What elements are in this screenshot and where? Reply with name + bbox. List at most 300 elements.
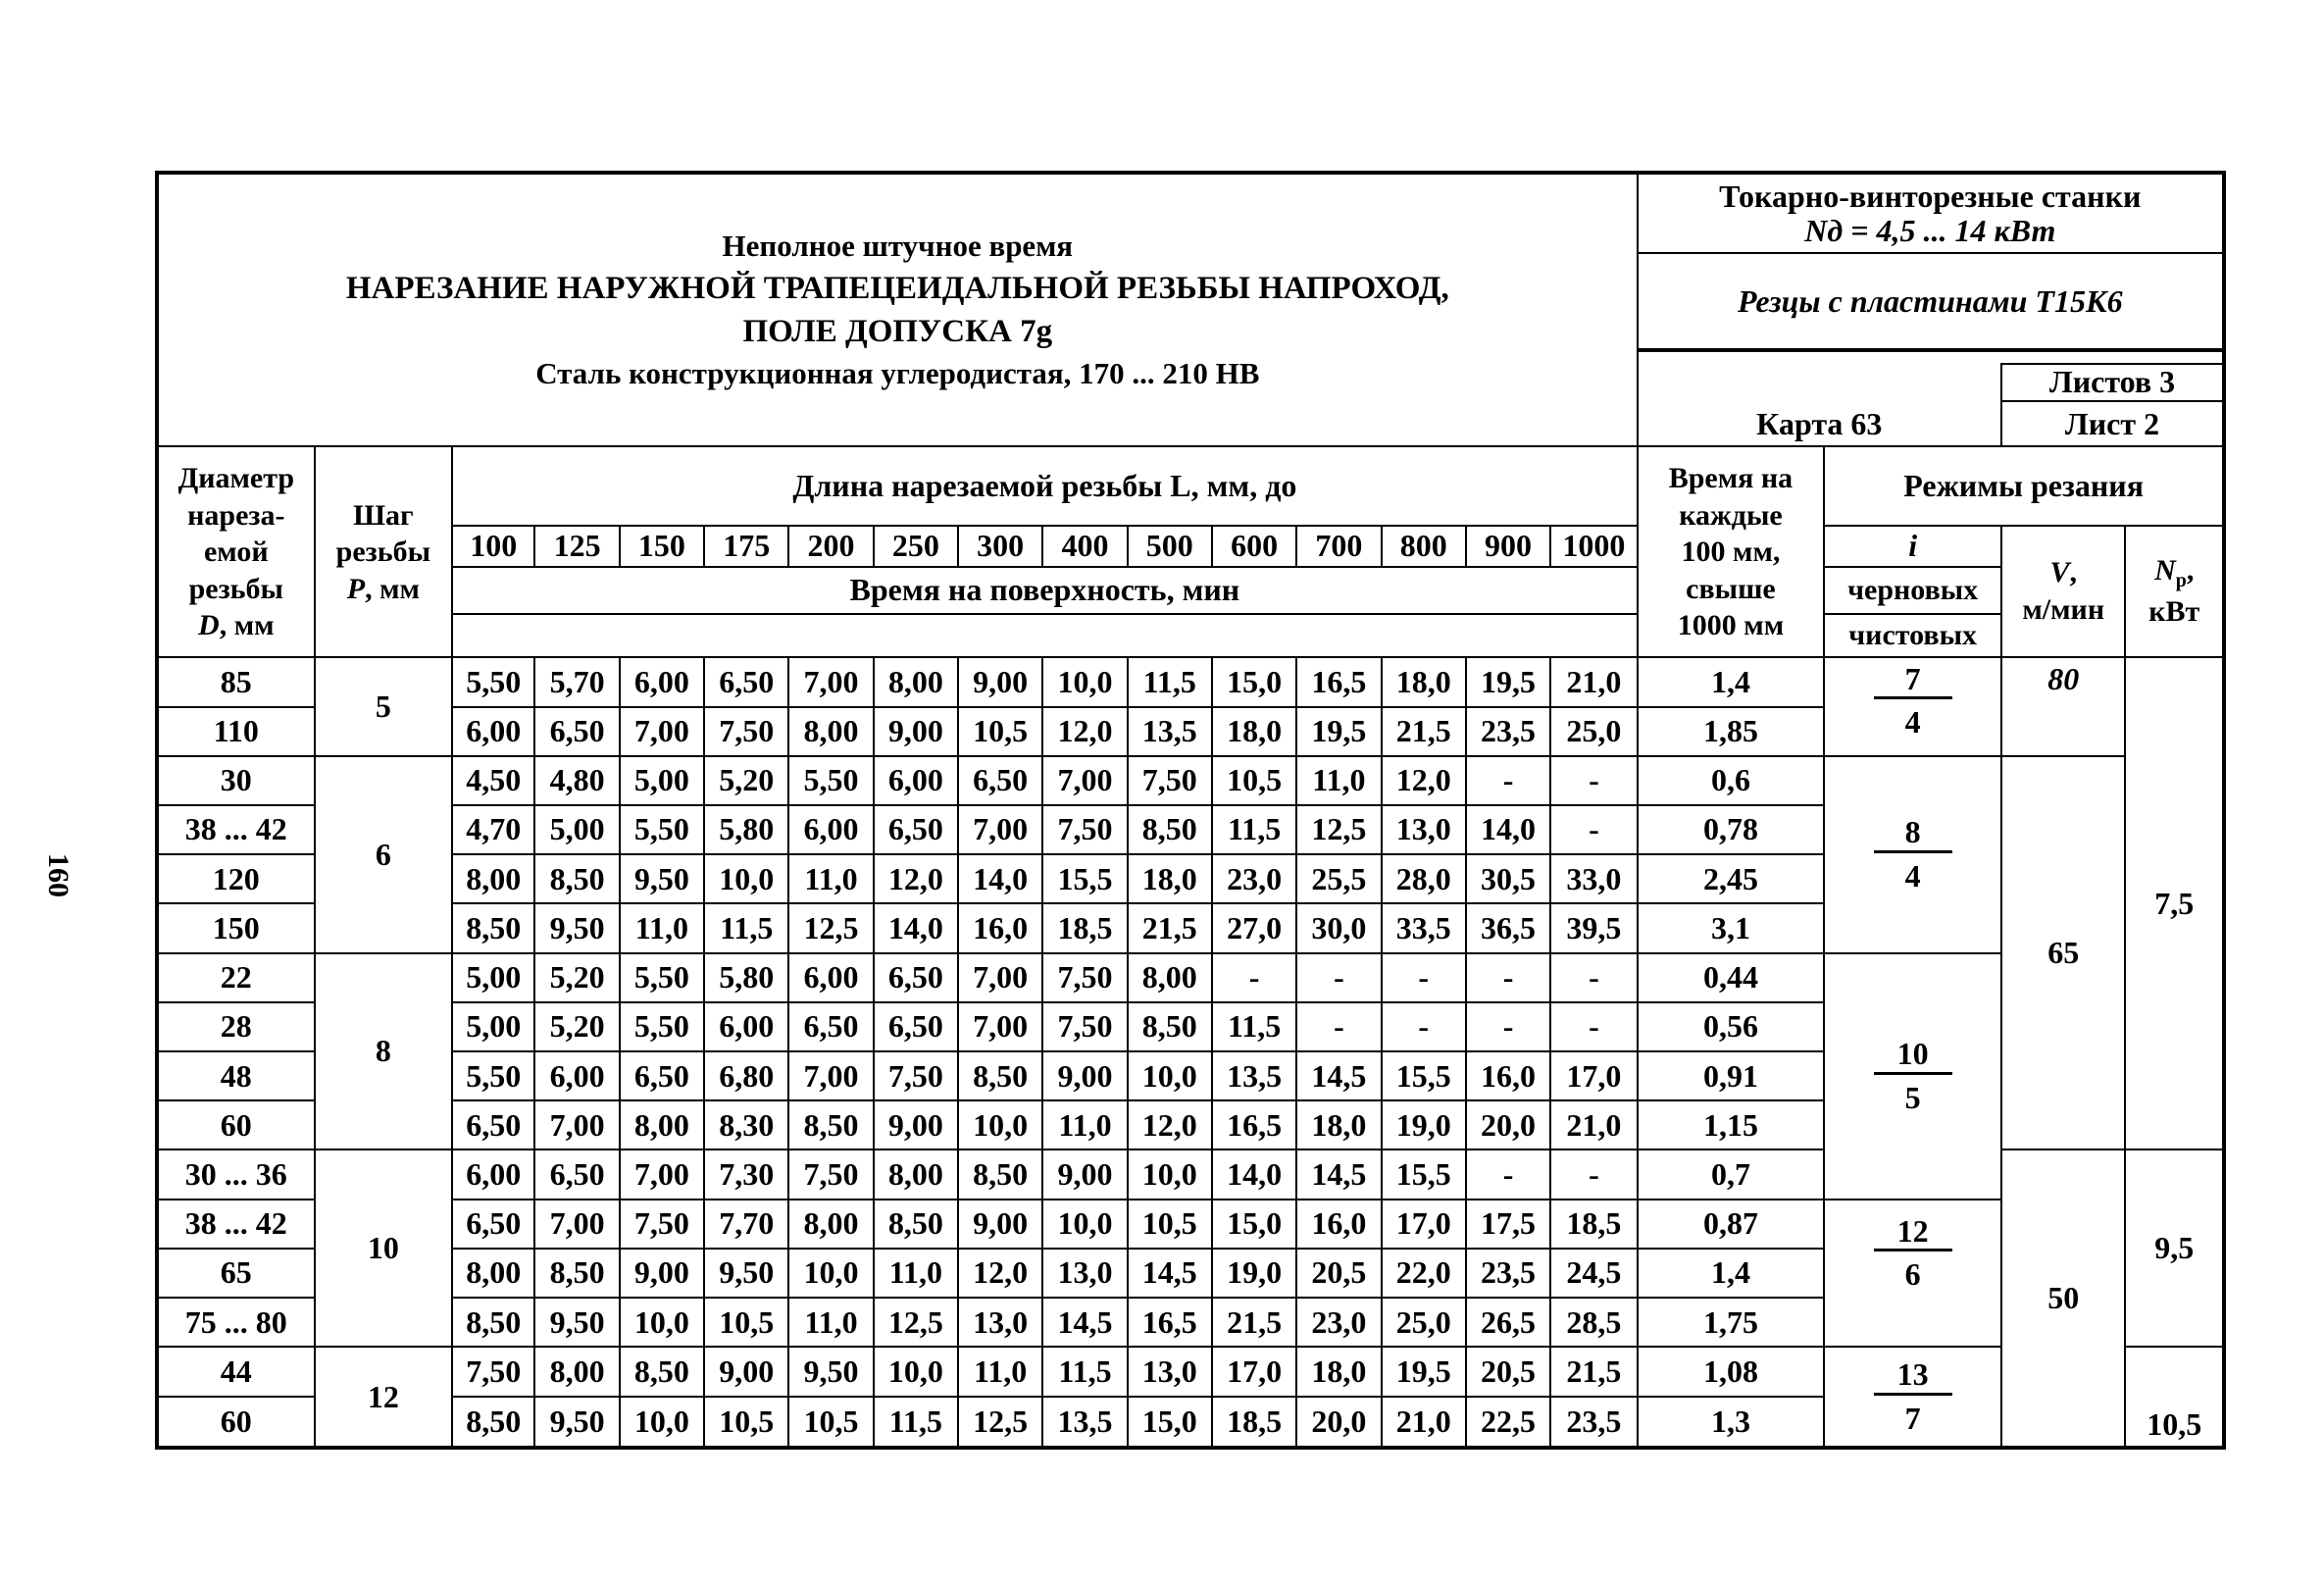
- table-row: [157, 657, 2224, 706]
- time-cell: 12,0: [1042, 707, 1127, 756]
- time-cell: 14,0: [958, 854, 1042, 903]
- time-cell: 6,50: [788, 1002, 873, 1051]
- time-cell: 6,50: [534, 1149, 619, 1199]
- time-cell: 14,5: [1042, 1298, 1127, 1347]
- time-cell: 18,0: [1382, 657, 1466, 706]
- title-line-1: Неполное штучное время: [722, 228, 1074, 263]
- time-cell: 17,5: [1466, 1200, 1550, 1249]
- time-cell: 10,0: [1042, 657, 1127, 706]
- time-cell: 12,5: [958, 1397, 1042, 1448]
- pitch-cell: 12: [315, 1347, 453, 1448]
- time-per-100-cell: 1,4: [1638, 657, 1825, 706]
- time-cell: 4,70: [452, 805, 534, 854]
- rough-passes: 10: [1874, 1037, 1952, 1074]
- time-cell: 8,50: [874, 1200, 958, 1249]
- length-col-header: 150: [620, 526, 704, 567]
- time-cell: 11,0: [874, 1249, 958, 1298]
- time-cell: 7,00: [958, 805, 1042, 854]
- time-cell: 22,0: [1382, 1249, 1466, 1298]
- time-cell: 19,5: [1466, 657, 1550, 706]
- time-cell: 12,0: [958, 1249, 1042, 1298]
- time-cell: 8,50: [1128, 805, 1212, 854]
- time-cell: 10,0: [704, 854, 788, 903]
- time-cell: 10,0: [1128, 1051, 1212, 1100]
- time-cell: 7,30: [704, 1149, 788, 1199]
- time-cell: 20,5: [1466, 1347, 1550, 1396]
- time-cell: -: [1466, 1149, 1550, 1199]
- time-cell: 23,0: [1296, 1298, 1381, 1347]
- time-cell: 9,00: [958, 1200, 1042, 1249]
- time-cell: 8,00: [534, 1347, 619, 1396]
- time-cell: 10,0: [620, 1397, 704, 1448]
- time-cell: 9,00: [874, 707, 958, 756]
- time-cell: 11,5: [1128, 657, 1212, 706]
- time-cell: 10,0: [1042, 1200, 1127, 1249]
- time-cell: 7,50: [874, 1051, 958, 1100]
- time-cell: 5,50: [452, 1051, 534, 1100]
- time-cell: 21,0: [1382, 1397, 1466, 1448]
- time-cell: 5,70: [534, 657, 619, 706]
- finish-passes: 6: [1904, 1255, 1921, 1292]
- time-cell: 8,50: [534, 854, 619, 903]
- time-cell: -: [1382, 953, 1466, 1002]
- diameter-cell: 85: [157, 657, 315, 706]
- time-cell: 7,50: [1128, 756, 1212, 805]
- diameter-cell: 44: [157, 1347, 315, 1396]
- cutters-cell: Резцы с пластинами Т15К6: [1638, 253, 2224, 349]
- speed-cell: 80: [2001, 657, 2125, 755]
- np-header: $N_р$, кВт: [2125, 526, 2224, 658]
- speed-cell: 65: [2001, 756, 2125, 1150]
- pitch-cell: 6: [315, 756, 453, 953]
- time-per-100-cell: 0,7: [1638, 1149, 1825, 1199]
- i-header: i: [1824, 526, 2001, 567]
- time-cell: 6,00: [452, 1149, 534, 1199]
- time-cell: 27,0: [1212, 903, 1296, 952]
- length-col-header: 1000: [1550, 526, 1637, 567]
- time-cell: 9,00: [958, 657, 1042, 706]
- length-title: Длина нарезаемой резьбы L, мм, до: [452, 446, 1638, 525]
- time-cell: -: [1382, 1002, 1466, 1051]
- time-cell: 11,5: [1212, 805, 1296, 854]
- rough-header: черновых: [1824, 567, 2001, 614]
- time-cell: 23,5: [1466, 707, 1550, 756]
- time-cell: 16,0: [1296, 1200, 1381, 1249]
- time-cell: 36,5: [1466, 903, 1550, 952]
- time-cell: 5,00: [534, 805, 619, 854]
- sheet-number: Лист 2: [2001, 401, 2224, 446]
- diameter-cell: 60: [157, 1397, 315, 1448]
- time-cell: 12,0: [1128, 1100, 1212, 1149]
- time-cell: 30,0: [1296, 903, 1381, 952]
- time-cell: -: [1550, 1002, 1637, 1051]
- time-cell: 5,80: [704, 805, 788, 854]
- modes-header: Режимы резания: [1824, 446, 2224, 525]
- time-cell: 22,5: [1466, 1397, 1550, 1448]
- time-cell: 12,0: [874, 854, 958, 903]
- time-cell: 8,00: [452, 854, 534, 903]
- time-cell: 7,00: [788, 1051, 873, 1100]
- time-cell: -: [1212, 953, 1296, 1002]
- rough-passes: 8: [1874, 815, 1952, 852]
- diameter-cell: 28: [157, 1002, 315, 1051]
- time-cell: 6,00: [874, 756, 958, 805]
- pitch-cell: 8: [315, 953, 453, 1150]
- time-cell: 18,0: [1212, 707, 1296, 756]
- time-cell: 33,5: [1382, 903, 1466, 952]
- time-cell: 12,5: [788, 903, 873, 952]
- time-cell: 16,5: [1212, 1100, 1296, 1149]
- time-cell: 13,0: [1128, 1347, 1212, 1396]
- time-cell: 23,5: [1466, 1249, 1550, 1298]
- time-cell: 21,5: [1212, 1298, 1296, 1347]
- time-cell: 8,00: [1128, 953, 1212, 1002]
- time-per-100-cell: 1,3: [1638, 1397, 1825, 1448]
- time-cell: 25,5: [1296, 854, 1381, 903]
- time-cell: 21,5: [1128, 903, 1212, 952]
- time-cell: 10,0: [620, 1298, 704, 1347]
- length-col-header: 600: [1212, 526, 1296, 567]
- time-cell: 7,50: [1042, 1002, 1127, 1051]
- time-cell: 28,5: [1550, 1298, 1637, 1347]
- time-cell: 26,5: [1466, 1298, 1550, 1347]
- time-cell: 23,0: [1212, 854, 1296, 903]
- diameter-cell: 60: [157, 1100, 315, 1149]
- length-col-header: 175: [704, 526, 788, 567]
- length-col-header: 700: [1296, 526, 1381, 567]
- time-cell: 5,50: [788, 756, 873, 805]
- time-cell: 11,0: [788, 854, 873, 903]
- time-cell: 10,5: [704, 1397, 788, 1448]
- power-cell: 10,5: [2125, 1347, 2224, 1448]
- time-cell: 14,0: [1212, 1149, 1296, 1199]
- time-cell: 9,00: [1042, 1149, 1127, 1199]
- time-cell: 15,5: [1382, 1051, 1466, 1100]
- diameter-cell: 120: [157, 854, 315, 903]
- length-col-header: 400: [1042, 526, 1127, 567]
- pitch-cell: 10: [315, 1149, 453, 1347]
- time-cell: 7,50: [452, 1347, 534, 1396]
- time-cell: 11,0: [1296, 756, 1381, 805]
- passes-cell: [1824, 953, 2001, 1200]
- surface-time-header: Время на поверхность, мин: [452, 567, 1638, 614]
- time-cell: 7,00: [788, 657, 873, 706]
- time-cell: 13,5: [1042, 1397, 1127, 1448]
- time-cell: 5,20: [534, 1002, 619, 1051]
- time-cell: 7,50: [620, 1200, 704, 1249]
- time-cell: 16,0: [1466, 1051, 1550, 1100]
- time-cell: 17,0: [1212, 1347, 1296, 1396]
- time-per-100-cell: 0,56: [1638, 1002, 1825, 1051]
- time-cell: 7,50: [788, 1149, 873, 1199]
- length-col-header: 900: [1466, 526, 1550, 567]
- machine-title: Токарно-винторезные станки: [1719, 178, 2142, 214]
- time-cell: 8,00: [788, 707, 873, 756]
- time-cell: 6,00: [788, 805, 873, 854]
- time-cell: 18,5: [1212, 1397, 1296, 1448]
- time-cell: 6,50: [874, 805, 958, 854]
- diameter-cell: 75 ... 80: [157, 1298, 315, 1347]
- time-cell: 18,0: [1128, 854, 1212, 903]
- pitch-header: Шаг резьбы P, мм: [315, 446, 453, 657]
- time-cell: -: [1296, 1002, 1381, 1051]
- time-cell: 17,0: [1382, 1200, 1466, 1249]
- time-cell: 4,80: [534, 756, 619, 805]
- finish-passes: 4: [1904, 857, 1921, 894]
- time-cell: -: [1296, 953, 1381, 1002]
- time-cell: 10,0: [788, 1249, 873, 1298]
- time-cell: 7,00: [958, 953, 1042, 1002]
- time-cell: 7,50: [1042, 805, 1127, 854]
- time-cell: 7,00: [958, 1002, 1042, 1051]
- time-cell: 8,50: [452, 1397, 534, 1448]
- time-cell: 13,0: [1042, 1249, 1127, 1298]
- time-cell: 11,5: [1212, 1002, 1296, 1051]
- sheets-count: Листов 3: [2001, 364, 2224, 401]
- time-cell: 24,5: [1550, 1249, 1637, 1298]
- time-cell: 28,0: [1382, 854, 1466, 903]
- time-cell: 20,0: [1296, 1397, 1381, 1448]
- time-cell: 12,0: [1382, 756, 1466, 805]
- time-cell: 25,0: [1382, 1298, 1466, 1347]
- time-cell: 18,5: [1550, 1200, 1637, 1249]
- time-cell: 9,00: [704, 1347, 788, 1396]
- time-cell: 9,50: [534, 903, 619, 952]
- time-cell: 9,50: [704, 1249, 788, 1298]
- time-per-100-cell: 0,6: [1638, 756, 1825, 805]
- time-cell: 6,50: [958, 756, 1042, 805]
- card-number: Карта 63: [1638, 364, 2001, 446]
- time-cell: 18,0: [1296, 1100, 1381, 1149]
- passes-cell: [1824, 657, 2001, 755]
- time-cell: 9,00: [874, 1100, 958, 1149]
- time-cell: 16,0: [958, 903, 1042, 952]
- diameter-cell: 38 ... 42: [157, 1200, 315, 1249]
- passes-cell: [1824, 756, 2001, 953]
- time-cell: 20,5: [1296, 1249, 1381, 1298]
- time-cell: 8,00: [452, 1249, 534, 1298]
- time-cell: 5,00: [620, 756, 704, 805]
- time-cell: 7,00: [1042, 756, 1127, 805]
- time-cell: 6,50: [452, 1100, 534, 1149]
- machine-cell: [1638, 173, 2224, 253]
- time-cell: 10,5: [788, 1397, 873, 1448]
- finish-header: чистовых: [1824, 614, 2001, 657]
- time-cell: 14,0: [874, 903, 958, 952]
- time-per-100-cell: 0,87: [1638, 1200, 1825, 1249]
- time-cell: 8,50: [958, 1149, 1042, 1199]
- time-cell: 21,0: [1550, 1100, 1637, 1149]
- time-cell: 11,5: [874, 1397, 958, 1448]
- title-line-2: НАРЕЗАНИЕ НАРУЖНОЙ ТРАПЕЦЕИДАЛЬНОЙ РЕЗЬБЫ НАПРОХОД,: [345, 270, 1449, 306]
- time-cell: 16,5: [1296, 657, 1381, 706]
- length-col-header: 250: [874, 526, 958, 567]
- time-cell: 5,50: [452, 657, 534, 706]
- time-cell: 18,5: [1042, 903, 1127, 952]
- time-cell: 13,5: [1128, 707, 1212, 756]
- time-cell: 14,5: [1128, 1249, 1212, 1298]
- time-cell: 6,00: [452, 707, 534, 756]
- time-cell: 21,0: [1550, 657, 1637, 706]
- rough-passes: 12: [1874, 1214, 1952, 1251]
- time-cell: 7,50: [1042, 953, 1127, 1002]
- time-cell: -: [1466, 953, 1550, 1002]
- time-cell: 9,50: [534, 1298, 619, 1347]
- time-cell: 5,20: [534, 953, 619, 1002]
- diameter-cell: 30: [157, 756, 315, 805]
- time-cell: 7,00: [620, 707, 704, 756]
- time-per-100-cell: 0,91: [1638, 1051, 1825, 1100]
- time-per-100-cell: 1,85: [1638, 707, 1825, 756]
- time-cell: 21,5: [1382, 707, 1466, 756]
- table-row: [157, 1200, 2224, 1249]
- time-cell: -: [1466, 1002, 1550, 1051]
- time-cell: 9,50: [534, 1397, 619, 1448]
- time-cell: 10,0: [874, 1347, 958, 1396]
- pitch-cell: 5: [315, 657, 453, 755]
- time-cell: 5,00: [452, 953, 534, 1002]
- time-cell: -: [1550, 805, 1637, 854]
- time-per-100-cell: 0,44: [1638, 953, 1825, 1002]
- rough-passes: 13: [1874, 1357, 1952, 1395]
- time-cell: 5,00: [452, 1002, 534, 1051]
- time-cell: 33,0: [1550, 854, 1637, 903]
- time-cell: 8,50: [1128, 1002, 1212, 1051]
- time-cell: 5,80: [704, 953, 788, 1002]
- time-cell: 23,5: [1550, 1397, 1637, 1448]
- time-cell: 5,50: [620, 1002, 704, 1051]
- time-cell: 15,0: [1212, 657, 1296, 706]
- time-cell: 15,5: [1382, 1149, 1466, 1199]
- passes-cell: [1824, 1200, 2001, 1348]
- v-header: V, м/мин: [2001, 526, 2125, 658]
- finish-passes: 5: [1904, 1079, 1921, 1115]
- time-cell: 4,50: [452, 756, 534, 805]
- power-cell: 9,5: [2125, 1149, 2224, 1347]
- time-cell: 7,00: [620, 1149, 704, 1199]
- machine-power: Nд = 4,5 ... 14 кВт: [1804, 212, 2056, 248]
- time-cell: 9,50: [788, 1347, 873, 1396]
- time-cell: 6,00: [620, 657, 704, 706]
- time-cell: 5,20: [704, 756, 788, 805]
- time-cell: 11,0: [788, 1298, 873, 1347]
- time-cell: 16,5: [1128, 1298, 1212, 1347]
- time-cell: 6,00: [704, 1002, 788, 1051]
- rough-passes: 7: [1874, 662, 1952, 699]
- time-cell: 12,5: [1296, 805, 1381, 854]
- time-cell: 10,0: [958, 1100, 1042, 1149]
- time-cell: 11,5: [1042, 1347, 1127, 1396]
- time-cell: 6,50: [620, 1051, 704, 1100]
- time-cell: 14,5: [1296, 1149, 1381, 1199]
- time-cell: 19,0: [1382, 1100, 1466, 1149]
- time-cell: 11,0: [958, 1347, 1042, 1396]
- speed-cell: 50: [2001, 1149, 2125, 1448]
- time-cell: -: [1550, 756, 1637, 805]
- time-cell: 15,5: [1042, 854, 1127, 903]
- time-cell: 9,00: [1042, 1051, 1127, 1100]
- diameter-cell: 48: [157, 1051, 315, 1100]
- time-cell: 12,5: [874, 1298, 958, 1347]
- time-per-100-cell: 0,78: [1638, 805, 1825, 854]
- length-col-header: 500: [1128, 526, 1212, 567]
- page-number: 160: [42, 853, 75, 897]
- time-cell: 8,50: [788, 1100, 873, 1149]
- time-cell: 10,5: [958, 707, 1042, 756]
- time-cell: 8,00: [874, 657, 958, 706]
- time-cell: 10,5: [1212, 756, 1296, 805]
- length-col-header: 800: [1382, 526, 1466, 567]
- time-per-100-cell: 1,4: [1638, 1249, 1825, 1298]
- length-col-header: 200: [788, 526, 873, 567]
- time-per-100-cell: 1,75: [1638, 1298, 1825, 1347]
- time-cell: 10,5: [1128, 1200, 1212, 1249]
- time-cell: 15,0: [1128, 1397, 1212, 1448]
- time-cell: 6,50: [874, 1002, 958, 1051]
- diameter-cell: 150: [157, 903, 315, 952]
- time-per-100-header: Время на каждые 100 мм, свыше 1000 мм: [1638, 446, 1825, 657]
- time-cell: 19,0: [1212, 1249, 1296, 1298]
- time-cell: 39,5: [1550, 903, 1637, 952]
- time-cell: -: [1550, 1149, 1637, 1199]
- diameter-cell: 22: [157, 953, 315, 1002]
- time-cell: 8,50: [620, 1347, 704, 1396]
- time-cell: 17,0: [1550, 1051, 1637, 1100]
- time-cell: 10,5: [704, 1298, 788, 1347]
- time-cell: 13,0: [958, 1298, 1042, 1347]
- time-cell: 8,50: [958, 1051, 1042, 1100]
- time-cell: 20,0: [1466, 1100, 1550, 1149]
- time-cell: 6,80: [704, 1051, 788, 1100]
- time-cell: 7,00: [534, 1200, 619, 1249]
- power-cell: 7,5: [2125, 657, 2224, 1149]
- time-cell: 8,50: [534, 1249, 619, 1298]
- time-cell: 7,70: [704, 1200, 788, 1249]
- diameter-cell: 110: [157, 707, 315, 756]
- time-cell: 6,50: [534, 707, 619, 756]
- length-col-header: 300: [958, 526, 1042, 567]
- length-col-header: 100: [452, 526, 534, 567]
- table-row: [157, 1347, 2224, 1396]
- diameter-cell: 38 ... 42: [157, 805, 315, 854]
- time-cell: 6,50: [874, 953, 958, 1002]
- time-cell: 14,5: [1296, 1051, 1381, 1100]
- passes-cell: [1824, 1347, 2001, 1448]
- time-cell: 10,0: [1128, 1149, 1212, 1199]
- title-line-3: ПОЛЕ ДОПУСКА 7g: [742, 314, 1053, 350]
- time-per-100-cell: 3,1: [1638, 903, 1825, 952]
- time-cell: 6,00: [788, 953, 873, 1002]
- time-cell: -: [1550, 953, 1637, 1002]
- time-cell: 11,0: [1042, 1100, 1127, 1149]
- time-cell: 8,50: [452, 903, 534, 952]
- time-cell: 6,50: [452, 1200, 534, 1249]
- finish-passes: 7: [1904, 1400, 1921, 1436]
- time-cell: 21,5: [1550, 1347, 1637, 1396]
- time-cell: 8,00: [874, 1149, 958, 1199]
- time-cell: 8,30: [704, 1100, 788, 1149]
- time-cell: 11,5: [704, 903, 788, 952]
- time-cell: 7,00: [534, 1100, 619, 1149]
- time-cell: 18,0: [1296, 1347, 1381, 1396]
- table-row: [157, 953, 2224, 1002]
- time-cell: -: [1466, 756, 1550, 805]
- time-cell: 19,5: [1296, 707, 1381, 756]
- time-cell: 8,00: [620, 1100, 704, 1149]
- time-cell: 13,5: [1212, 1051, 1296, 1100]
- time-per-100-cell: 2,45: [1638, 854, 1825, 903]
- diameter-cell: 30 ... 36: [157, 1149, 315, 1199]
